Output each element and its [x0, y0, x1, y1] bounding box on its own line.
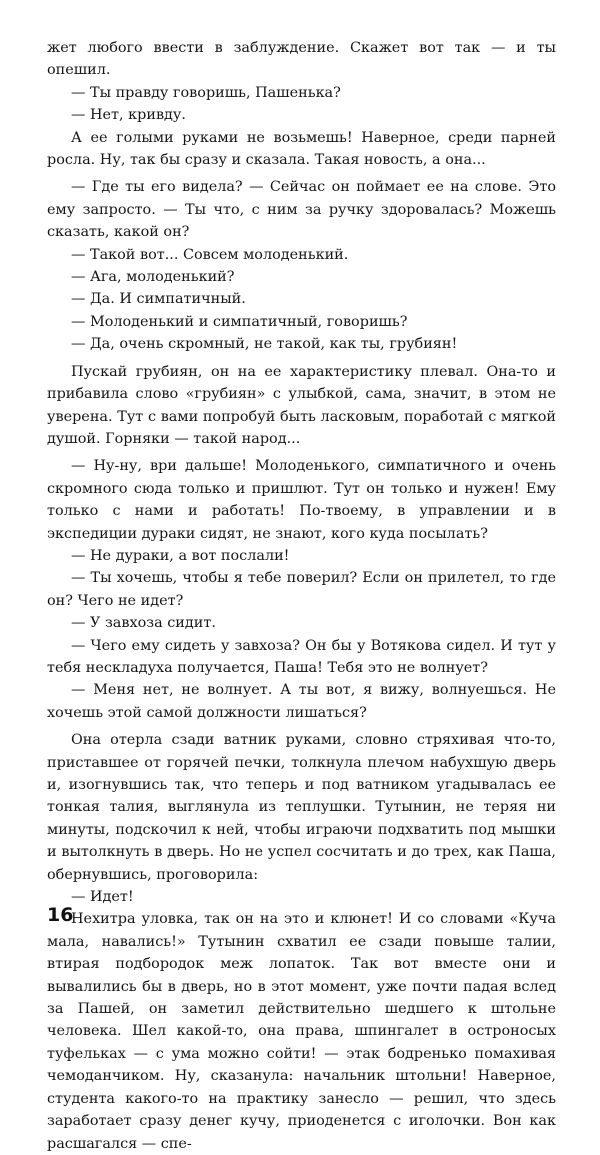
narrative-paragraph: Нехитра уловка, так он на это и клюнет! И со словами «Куча мала, навались!» Тутынин схватил ее сзади повыше талии, втирая подбородок меж лопаток. Так вот вместе они и вывалились бы в дверь, но в этот момент, уже почти падая вслед за Пашей, он заметил действительно шедшего к штольне человека. Шел какой-то, она права, шпингалет в остроносых туфельках — с ума можно сойти! — этак бодренько помахивая чемоданчиком. Ну, сказанула: начальник штольни! Наверное, студента какого-то на практику занесло — решил, что здесь заработает сразу денег кучу, приоденется с иголочки. Вон как расшагался — спе-: [47, 911, 556, 1152]
dialogue-line: — Чего ему сидеть у завхоза? Он бы у Вотякова сидел. И тут у тебя нескладуха получается, Паша! Тебя это не волнует?: [47, 637, 556, 676]
page-number: 16: [47, 904, 74, 926]
dialogue-line: — Да. И симпатичный.: [71, 291, 246, 308]
dialogue-line: — Меня нет, не волнует. А ты вот, я вижу, волнуешься. Не хочешь этой самой должности лишаться?: [47, 682, 556, 721]
dialogue-line: — У завхоза сидит.: [71, 615, 216, 632]
dialogue-line: — Ты хочешь, чтобы я тебе поверил? Если он прилетел, то где он? Чего не идет?: [47, 570, 556, 609]
dialogue-line: — Ты правду говоришь, Пашенька?: [71, 84, 341, 101]
dialogue-line: — Такой вот... Совсем молоденький.: [71, 246, 349, 263]
narrative-paragraph: А ее голыми руками не возьмешь! Наверное, среди парней росла. Ну, так бы сразу и сказала. Такая новость, а она...: [47, 129, 556, 169]
dialogue-line: — Где ты его видела? — Сейчас он поймает ее на слове. Это ему запросто. — Ты что, с ним за ручку здоровалась? Можешь сказать, какой он?: [47, 179, 556, 241]
narrative-paragraph: Она отерла сзади ватник руками, словно стряхивая что-то, приставшее от горячей печки, толкнула плечом набухшую дверь и, изогнувшись так, что теперь и под ватником угадывалась ее тонкая талия, выглянула из теплушки. Тутынин, не теряя ни минуты, подскочил к ней, чтобы играючи подхватить под мышки и вытолкнуть в дверь. Но не успел сосчитать и до трех, как Паша, обернувшись, проговорила:: [47, 732, 556, 883]
dialogue-line: — Ну-ну, ври дальше! Молоденького, симпатичного и очень скромного сюда только и пришлют. Тут он только и нужен! Ему только с нами и работать! По-твоему, в управлении и в экспедиции дураки сидят, не знают, кого куда посылать?: [47, 458, 556, 542]
dialogue-line: — Да, очень скромный, не такой, как ты, грубиян!: [71, 336, 458, 353]
dialogue-line: — Молоденький и симпатичный, говоришь?: [71, 313, 408, 330]
narrative-paragraph: Пускай грубиян, он на ее характеристику плевал. Она-то и прибавила слово «грубиян» с улыбкой, сама, значит, в этом не уверена. Тут с вами попробуй быть ласковым, поработай с мягкой душой. Горняки — такой народ...: [47, 363, 556, 447]
dialogue-line: — Идет!: [71, 889, 134, 906]
dialogue-line: — Ага, молоденький?: [71, 269, 235, 286]
dialogue-line: — Не дураки, а вот послали!: [71, 547, 290, 564]
paragraph-continuation: жет любого ввести в заблуждение. Скажет вот так — и ты опешил.: [47, 40, 556, 79]
dialogue-line: — Нет, кривду.: [71, 107, 186, 124]
